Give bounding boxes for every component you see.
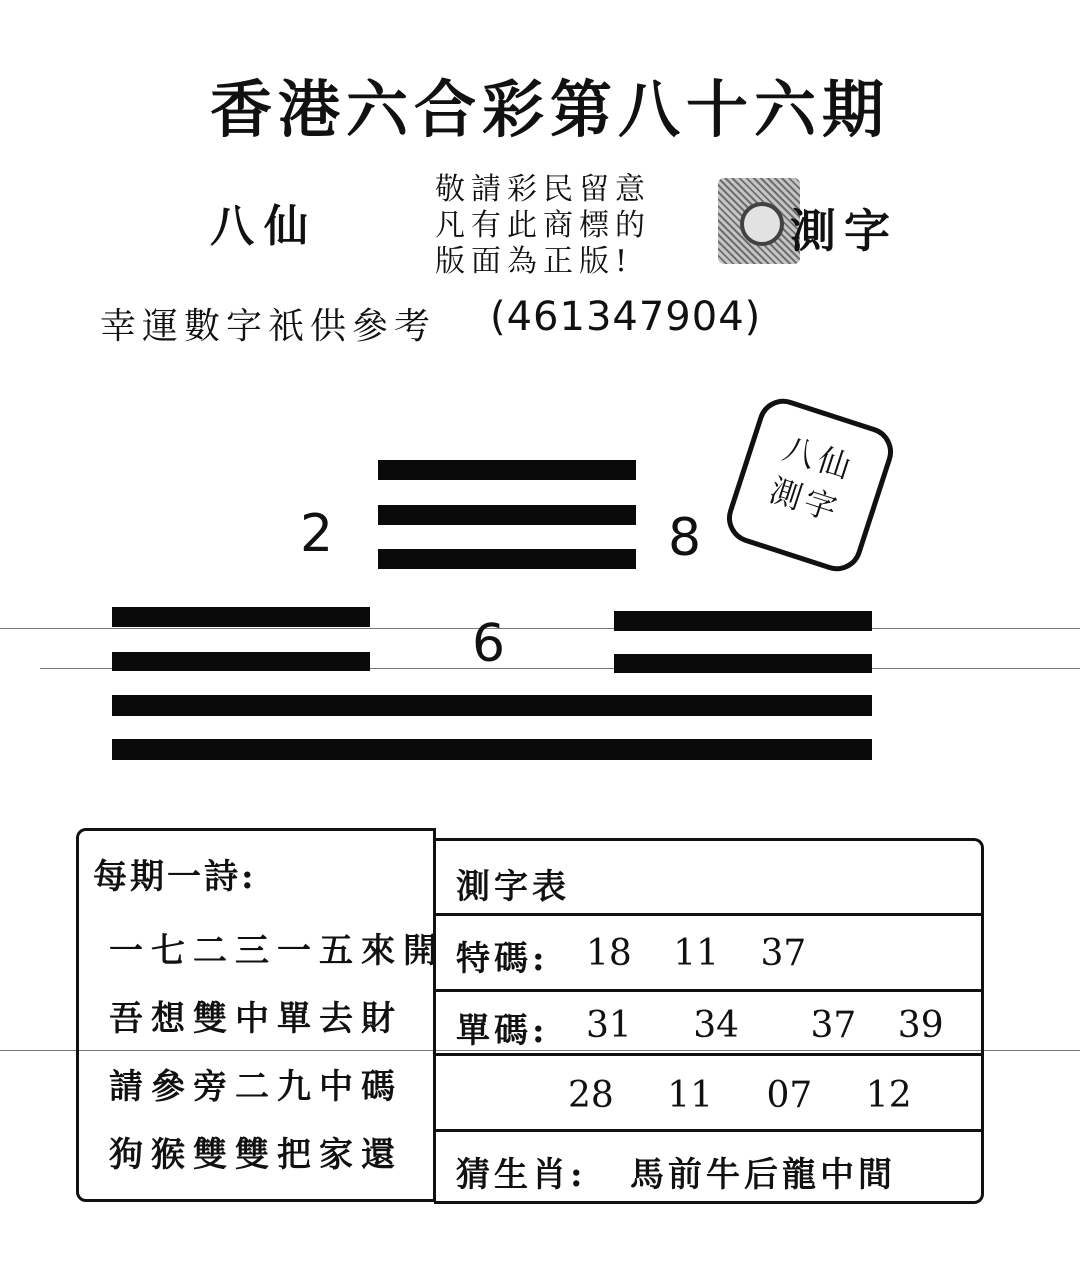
extra-number: 11: [667, 1075, 714, 1116]
special-numbers: [586, 933, 836, 974]
special-number: 37: [760, 933, 807, 974]
brand-name-left: 八仙: [210, 201, 318, 252]
info-panel: [76, 828, 984, 1204]
authenticity-notice: [435, 172, 651, 280]
table-divider: [434, 1053, 981, 1056]
trigram-bar: [378, 549, 636, 569]
notice-line: 版面為正版!: [435, 244, 634, 279]
special-number: 18: [586, 933, 632, 974]
poem-line: 狗猴雙雙把家還: [109, 1135, 403, 1175]
trigram-bar: [378, 460, 636, 480]
single-number: 39: [897, 1005, 944, 1046]
figure-digit-center: 6: [472, 614, 506, 674]
broken-line-left: [112, 607, 370, 627]
lucky-number-label: 幸運數字祇供參考: [100, 306, 437, 347]
trigram-bar: [378, 505, 636, 525]
page-title: 香港六合彩第八十六期: [209, 73, 890, 146]
broken-line-left: [112, 652, 370, 671]
single-number: 31: [586, 1005, 632, 1046]
poem-title: 每期一詩:: [93, 857, 257, 897]
single-number: 37: [810, 1005, 857, 1046]
poem-box: [76, 828, 445, 1202]
special-number: 11: [673, 933, 720, 974]
brand-name-right: 測字: [790, 204, 898, 258]
scan-line: [0, 628, 1080, 629]
poem-line: 請參旁二九中碼: [109, 1067, 403, 1107]
broken-line-right: [614, 611, 872, 631]
notice-line: 凡有此商標的: [435, 208, 651, 243]
special-label: 特碼:: [456, 939, 549, 979]
table-divider: [434, 913, 981, 916]
zodiac-value: 馬前牛后龍中間: [630, 1155, 896, 1195]
solid-line: [112, 695, 872, 716]
extra-number: 07: [766, 1075, 813, 1116]
broken-line-right: [614, 654, 872, 673]
stamp-line: 八仙: [778, 429, 859, 488]
zodiac-label: 猜生肖:: [456, 1155, 587, 1195]
figure-digit-right: 8: [668, 508, 702, 568]
single-number: 34: [693, 1005, 740, 1046]
stamp-line: 測字: [764, 471, 846, 530]
guess-table: [434, 838, 984, 1204]
figure-digit-left: 2: [300, 504, 334, 564]
trademark-logo-image: [718, 178, 800, 264]
extra-numbers: [568, 1075, 942, 1116]
single-label: 單碼:: [456, 1011, 549, 1051]
table-title: 測字表: [456, 867, 570, 907]
poem-line: 吾想雙中單去財: [109, 999, 403, 1039]
table-divider: [434, 1129, 981, 1132]
single-numbers: [586, 1005, 974, 1046]
table-divider: [434, 989, 981, 992]
stamp-seal: [720, 392, 900, 578]
extra-number: 12: [865, 1075, 912, 1116]
poem-line: 一七二三一五來開: [109, 931, 445, 971]
lucky-number-value: (461347904): [490, 294, 762, 340]
notice-line: 敬請彩民留意: [435, 172, 651, 207]
extra-number: 28: [568, 1075, 614, 1116]
solid-line: [112, 739, 872, 760]
